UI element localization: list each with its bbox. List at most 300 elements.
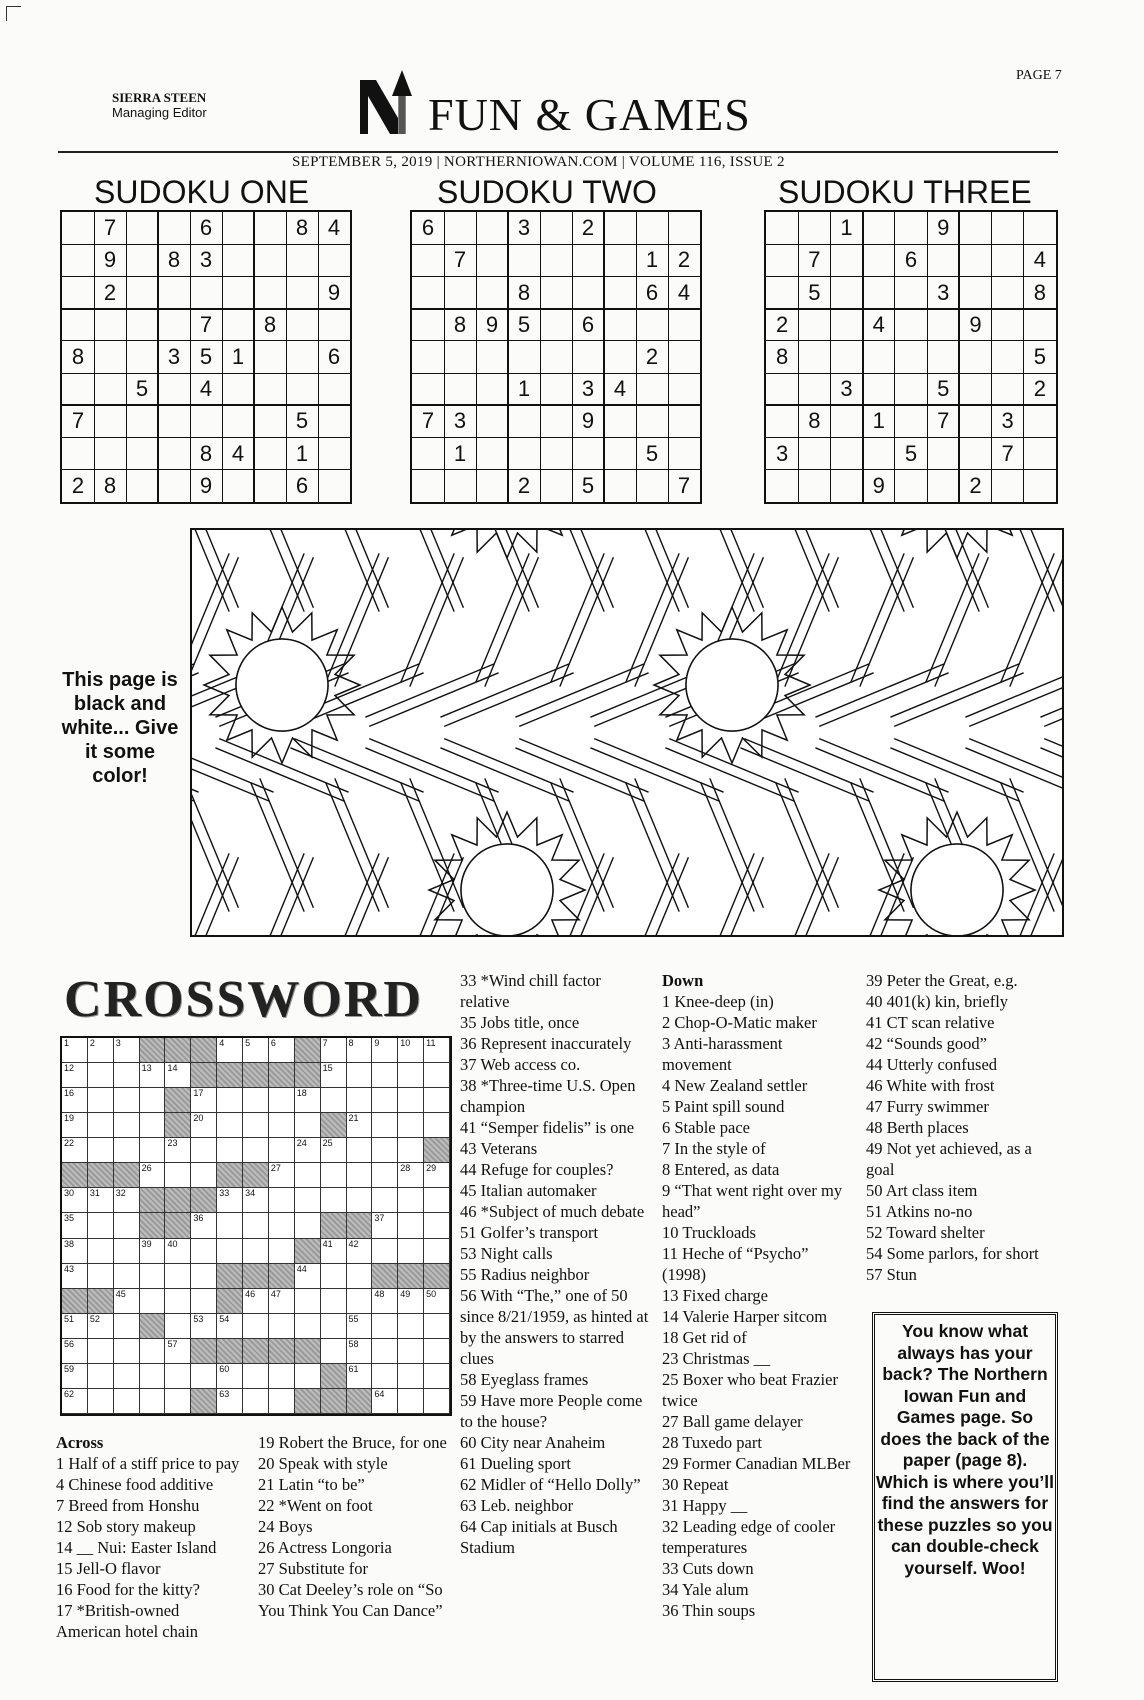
sudoku-cell[interactable] [927, 438, 959, 470]
crossword-cell[interactable] [114, 1264, 140, 1289]
crossword-cell[interactable] [114, 1038, 140, 1063]
sudoku-cell[interactable]: 5 [199, 343, 213, 369]
crossword-cell[interactable] [372, 1188, 398, 1213]
sudoku-cell[interactable] [540, 212, 572, 244]
crossword-cell[interactable] [321, 1138, 347, 1163]
sudoku-cell[interactable] [444, 341, 476, 373]
sudoku-cell[interactable] [412, 341, 444, 373]
sudoku-cell[interactable]: 6 [421, 215, 435, 241]
sudoku-cell[interactable] [444, 470, 476, 502]
crossword-cell[interactable] [62, 1138, 88, 1163]
sudoku-cell[interactable] [1024, 309, 1056, 341]
crossword-cell[interactable] [62, 1239, 88, 1264]
sudoku-cell[interactable]: 8 [808, 408, 821, 434]
sudoku-cell[interactable]: 3 [167, 343, 181, 369]
sudoku-cell[interactable] [254, 373, 286, 405]
crossword-cell[interactable] [347, 1339, 373, 1364]
sudoku-cell[interactable] [254, 212, 286, 244]
sudoku-cell[interactable] [992, 470, 1024, 502]
crossword-cell[interactable] [165, 1339, 191, 1364]
crossword-cell[interactable] [321, 1239, 347, 1264]
sudoku-cell[interactable] [540, 309, 572, 341]
sudoku-cell[interactable] [863, 244, 895, 276]
sudoku-cell[interactable] [604, 341, 636, 373]
sudoku-cell[interactable]: 9 [969, 311, 982, 337]
crossword-cell[interactable] [88, 1314, 114, 1339]
sudoku-cell[interactable]: 9 [199, 472, 213, 498]
sudoku-cell[interactable] [604, 212, 636, 244]
sudoku-cell[interactable] [668, 309, 700, 341]
sudoku-cell[interactable]: 1 [872, 408, 885, 434]
sudoku-cell[interactable] [476, 244, 508, 276]
crossword-cell[interactable] [424, 1389, 450, 1414]
crossword-cell[interactable] [243, 1364, 269, 1389]
sudoku-cell[interactable] [830, 405, 862, 437]
sudoku-cell[interactable] [412, 438, 444, 470]
sudoku-cell[interactable] [126, 405, 158, 437]
sudoku-cell[interactable] [540, 373, 572, 405]
sudoku-cell[interactable] [927, 341, 959, 373]
sudoku-cell[interactable] [668, 341, 700, 373]
sudoku-cell[interactable]: 8 [775, 343, 789, 369]
sudoku-cell[interactable]: 2 [103, 279, 117, 305]
crossword-cell[interactable] [321, 1088, 347, 1113]
sudoku-cell[interactable] [126, 276, 158, 308]
crossword-cell[interactable] [347, 1264, 373, 1289]
sudoku-cell[interactable] [895, 405, 927, 437]
crossword-cell[interactable] [114, 1239, 140, 1264]
crossword-cell[interactable] [269, 1163, 295, 1188]
crossword-cell[interactable] [372, 1088, 398, 1113]
crossword-cell[interactable] [165, 1364, 191, 1389]
sudoku-cell[interactable] [318, 470, 350, 502]
crossword-cell[interactable] [217, 1038, 243, 1063]
crossword-cell[interactable] [398, 1088, 424, 1113]
sudoku-cell[interactable] [62, 212, 94, 244]
sudoku-cell[interactable]: 1 [453, 440, 467, 466]
sudoku-cell[interactable] [798, 373, 830, 405]
crossword-cell[interactable] [165, 1289, 191, 1314]
crossword-cell[interactable] [191, 1289, 217, 1314]
sudoku-cell[interactable] [863, 212, 895, 244]
sudoku-cell[interactable] [62, 244, 94, 276]
crossword-cell[interactable] [424, 1038, 450, 1063]
crossword-cell[interactable] [424, 1113, 450, 1138]
sudoku-cell[interactable]: 7 [808, 247, 821, 273]
sudoku-cell[interactable] [668, 438, 700, 470]
crossword-cell[interactable] [372, 1239, 398, 1264]
crossword-cell[interactable] [372, 1163, 398, 1188]
sudoku-cell[interactable] [286, 373, 318, 405]
sudoku-cell[interactable] [286, 341, 318, 373]
sudoku-cell[interactable]: 4 [1033, 247, 1046, 273]
sudoku-cell[interactable] [286, 244, 318, 276]
crossword-cell[interactable] [321, 1339, 347, 1364]
sudoku-cell[interactable] [476, 405, 508, 437]
sudoku-cell[interactable] [318, 244, 350, 276]
sudoku-cell[interactable]: 3 [775, 440, 789, 466]
sudoku-cell[interactable] [222, 212, 254, 244]
crossword-cell[interactable] [217, 1213, 243, 1238]
sudoku-cell[interactable]: 5 [135, 376, 149, 402]
crossword-cell[interactable] [321, 1264, 347, 1289]
sudoku-cell[interactable] [863, 341, 895, 373]
crossword-cell[interactable] [114, 1188, 140, 1213]
crossword-cell[interactable] [269, 1088, 295, 1113]
sudoku-cell[interactable] [830, 438, 862, 470]
crossword-cell[interactable] [321, 1314, 347, 1339]
crossword-cell[interactable] [398, 1063, 424, 1088]
crossword-cell[interactable] [62, 1188, 88, 1213]
crossword-cell[interactable] [165, 1138, 191, 1163]
sudoku-cell[interactable] [604, 244, 636, 276]
sudoku-cell[interactable] [476, 373, 508, 405]
crossword-cell[interactable] [88, 1364, 114, 1389]
sudoku-cell[interactable] [254, 244, 286, 276]
crossword-cell[interactable] [398, 1364, 424, 1389]
sudoku-cell[interactable]: 4 [199, 376, 213, 402]
sudoku-cell[interactable] [318, 309, 350, 341]
crossword-cell[interactable] [269, 1138, 295, 1163]
crossword-cell[interactable] [295, 1113, 321, 1138]
crossword-cell[interactable] [347, 1038, 373, 1063]
sudoku-cell[interactable] [476, 341, 508, 373]
sudoku-cell[interactable] [766, 276, 798, 308]
crossword-cell[interactable] [140, 1339, 166, 1364]
sudoku-cell[interactable] [959, 212, 991, 244]
crossword-cell[interactable] [88, 1339, 114, 1364]
crossword-cell[interactable] [424, 1163, 450, 1188]
sudoku-cell[interactable] [766, 470, 798, 502]
crossword-cell[interactable] [321, 1188, 347, 1213]
sudoku-cell[interactable]: 4 [677, 279, 691, 305]
crossword-cell[interactable] [217, 1088, 243, 1113]
sudoku-cell[interactable] [636, 309, 668, 341]
crossword-cell[interactable] [114, 1063, 140, 1088]
sudoku-cell[interactable]: 2 [969, 472, 982, 498]
sudoku-cell[interactable] [126, 438, 158, 470]
crossword-cell[interactable] [424, 1088, 450, 1113]
sudoku-cell[interactable] [830, 470, 862, 502]
crossword-cell[interactable] [114, 1339, 140, 1364]
sudoku-cell[interactable]: 5 [1033, 343, 1046, 369]
sudoku-cell[interactable] [254, 405, 286, 437]
sudoku-cell[interactable] [254, 470, 286, 502]
crossword-cell[interactable] [62, 1213, 88, 1238]
sudoku-cell[interactable] [540, 438, 572, 470]
crossword-cell[interactable] [62, 1063, 88, 1088]
sudoku-cell[interactable]: 8 [263, 311, 277, 337]
crossword-cell[interactable] [191, 1364, 217, 1389]
sudoku-cell[interactable]: 4 [613, 376, 627, 402]
crossword-cell[interactable] [269, 1289, 295, 1314]
crossword-cell[interactable] [191, 1163, 217, 1188]
crossword-cell[interactable] [424, 1188, 450, 1213]
sudoku-cell[interactable] [766, 212, 798, 244]
sudoku-cell[interactable] [572, 341, 604, 373]
sudoku-cell[interactable]: 7 [937, 408, 950, 434]
sudoku-cell[interactable] [1024, 405, 1056, 437]
crossword-cell[interactable] [347, 1163, 373, 1188]
crossword-cell[interactable] [424, 1063, 450, 1088]
crossword-cell[interactable] [372, 1063, 398, 1088]
sudoku-cell[interactable]: 9 [872, 472, 885, 498]
crossword-cell[interactable] [165, 1314, 191, 1339]
sudoku-cell[interactable] [412, 244, 444, 276]
sudoku-cell[interactable]: 2 [517, 472, 531, 498]
crossword-cell[interactable] [269, 1113, 295, 1138]
crossword-cell[interactable] [269, 1364, 295, 1389]
sudoku-cell[interactable] [158, 309, 190, 341]
crossword-cell[interactable] [424, 1289, 450, 1314]
sudoku-cell[interactable]: 1 [295, 440, 309, 466]
sudoku-cell[interactable]: 2 [645, 343, 659, 369]
crossword-cell[interactable] [88, 1138, 114, 1163]
crossword-cell[interactable] [398, 1138, 424, 1163]
sudoku-cell[interactable]: 2 [581, 215, 595, 241]
sudoku-cell[interactable] [540, 244, 572, 276]
crossword-cell[interactable] [347, 1364, 373, 1389]
sudoku-cell[interactable] [798, 341, 830, 373]
crossword-cell[interactable] [398, 1213, 424, 1238]
sudoku-cell[interactable] [94, 373, 126, 405]
sudoku-cell[interactable]: 3 [1001, 408, 1014, 434]
sudoku-cell[interactable] [992, 309, 1024, 341]
sudoku-cell[interactable]: 5 [581, 472, 595, 498]
crossword-cell[interactable] [140, 1289, 166, 1314]
sudoku-cell[interactable] [158, 438, 190, 470]
sudoku-cell[interactable]: 3 [840, 376, 853, 402]
crossword-cell[interactable] [424, 1314, 450, 1339]
sudoku-cell[interactable] [62, 276, 94, 308]
sudoku-cell[interactable] [508, 341, 540, 373]
crossword-cell[interactable] [191, 1113, 217, 1138]
sudoku-cell[interactable]: 2 [677, 247, 691, 273]
sudoku-cell[interactable] [444, 373, 476, 405]
crossword-cell[interactable] [88, 1113, 114, 1138]
sudoku-cell[interactable] [126, 212, 158, 244]
crossword-cell[interactable] [347, 1113, 373, 1138]
crossword-cell[interactable] [269, 1038, 295, 1063]
sudoku-cell[interactable]: 4 [872, 311, 885, 337]
crossword-cell[interactable] [372, 1038, 398, 1063]
sudoku-cell[interactable] [992, 341, 1024, 373]
sudoku-cell[interactable]: 6 [295, 472, 309, 498]
crossword-cell[interactable] [217, 1389, 243, 1414]
sudoku-cell[interactable] [476, 438, 508, 470]
crossword-cell[interactable] [398, 1289, 424, 1314]
crossword-cell[interactable] [88, 1063, 114, 1088]
sudoku-cell[interactable] [992, 276, 1024, 308]
crossword-cell[interactable] [347, 1063, 373, 1088]
crossword-cell[interactable] [217, 1138, 243, 1163]
sudoku-cell[interactable] [895, 309, 927, 341]
sudoku-cell[interactable]: 4 [231, 440, 245, 466]
sudoku-cell[interactable] [895, 341, 927, 373]
crossword-cell[interactable] [191, 1213, 217, 1238]
sudoku-cell[interactable]: 7 [103, 215, 117, 241]
crossword-cell[interactable] [62, 1113, 88, 1138]
crossword-cell[interactable] [295, 1163, 321, 1188]
sudoku-cell[interactable] [126, 244, 158, 276]
crossword-cell[interactable] [269, 1239, 295, 1264]
crossword-cell[interactable] [140, 1088, 166, 1113]
sudoku-cell[interactable]: 6 [327, 343, 341, 369]
sudoku-cell[interactable] [959, 244, 991, 276]
sudoku-cell[interactable]: 5 [904, 440, 918, 466]
sudoku-cell[interactable]: 6 [645, 279, 659, 305]
sudoku-cell[interactable] [992, 244, 1024, 276]
sudoku-cell[interactable] [126, 341, 158, 373]
sudoku-cell[interactable] [798, 212, 830, 244]
crossword-cell[interactable] [165, 1389, 191, 1414]
sudoku-cell[interactable] [286, 309, 318, 341]
sudoku-cell[interactable] [572, 244, 604, 276]
sudoku-cell[interactable]: 3 [937, 279, 950, 305]
sudoku-cell[interactable]: 3 [199, 247, 213, 273]
sudoku-cell[interactable] [959, 373, 991, 405]
sudoku-cell[interactable] [412, 373, 444, 405]
sudoku-cell[interactable] [830, 244, 862, 276]
sudoku-cell[interactable] [318, 373, 350, 405]
sudoku-cell[interactable]: 7 [677, 472, 691, 498]
sudoku-cell[interactable] [254, 276, 286, 308]
sudoku-cell[interactable] [766, 373, 798, 405]
sudoku-cell[interactable] [992, 373, 1024, 405]
sudoku-cell[interactable] [158, 276, 190, 308]
sudoku-cell[interactable] [412, 470, 444, 502]
sudoku-cell[interactable] [604, 470, 636, 502]
sudoku-cell[interactable] [798, 438, 830, 470]
crossword-cell[interactable] [372, 1339, 398, 1364]
sudoku-cell[interactable]: 5 [645, 440, 659, 466]
sudoku-cell[interactable] [1024, 470, 1056, 502]
crossword-cell[interactable] [88, 1038, 114, 1063]
sudoku-cell[interactable] [508, 405, 540, 437]
sudoku-cell[interactable] [476, 212, 508, 244]
crossword-cell[interactable] [114, 1113, 140, 1138]
crossword-cell[interactable] [217, 1188, 243, 1213]
crossword-cell[interactable] [140, 1264, 166, 1289]
crossword-cell[interactable] [398, 1113, 424, 1138]
crossword-cell[interactable] [347, 1138, 373, 1163]
crossword-cell[interactable] [140, 1364, 166, 1389]
crossword-cell[interactable] [88, 1389, 114, 1414]
crossword-cell[interactable] [165, 1264, 191, 1289]
sudoku-cell[interactable] [766, 405, 798, 437]
sudoku-cell[interactable] [830, 309, 862, 341]
crossword-cell[interactable] [191, 1088, 217, 1113]
crossword-cell[interactable] [269, 1389, 295, 1414]
crossword-cell[interactable] [217, 1314, 243, 1339]
sudoku-cell[interactable] [444, 212, 476, 244]
sudoku-cell[interactable]: 1 [645, 247, 659, 273]
sudoku-cell[interactable]: 9 [485, 311, 499, 337]
crossword-cell[interactable] [62, 1088, 88, 1113]
crossword-cell[interactable] [165, 1063, 191, 1088]
crossword-cell[interactable] [295, 1364, 321, 1389]
crossword-cell[interactable] [88, 1088, 114, 1113]
crossword-cell[interactable] [295, 1289, 321, 1314]
crossword-cell[interactable] [372, 1289, 398, 1314]
sudoku-cell[interactable] [668, 373, 700, 405]
sudoku-cell[interactable] [895, 276, 927, 308]
sudoku-cell[interactable] [62, 309, 94, 341]
crossword-cell[interactable] [347, 1314, 373, 1339]
sudoku-cell[interactable] [286, 276, 318, 308]
sudoku-cell[interactable]: 7 [71, 408, 85, 434]
sudoku-cell[interactable]: 6 [581, 311, 595, 337]
crossword-cell[interactable] [243, 1088, 269, 1113]
crossword-cell[interactable] [347, 1239, 373, 1264]
sudoku-cell[interactable] [636, 405, 668, 437]
crossword-cell[interactable] [62, 1389, 88, 1414]
sudoku-cell[interactable] [540, 405, 572, 437]
crossword-cell[interactable] [269, 1314, 295, 1339]
crossword-cell[interactable] [62, 1364, 88, 1389]
sudoku-cell[interactable]: 9 [327, 279, 341, 305]
crossword-cell[interactable] [398, 1038, 424, 1063]
sudoku-cell[interactable]: 9 [581, 408, 595, 434]
sudoku-cell[interactable] [572, 276, 604, 308]
sudoku-cell[interactable]: 1 [840, 215, 853, 241]
sudoku-cell[interactable] [126, 470, 158, 502]
crossword-cell[interactable] [424, 1339, 450, 1364]
sudoku-cell[interactable]: 5 [295, 408, 309, 434]
crossword-cell[interactable] [165, 1163, 191, 1188]
crossword-cell[interactable] [88, 1213, 114, 1238]
sudoku-cell[interactable]: 4 [327, 215, 341, 241]
crossword-cell[interactable] [295, 1314, 321, 1339]
sudoku-cell[interactable] [766, 244, 798, 276]
sudoku-cell[interactable] [222, 244, 254, 276]
crossword-cell[interactable] [398, 1314, 424, 1339]
crossword-cell[interactable] [321, 1063, 347, 1088]
crossword-cell[interactable] [347, 1088, 373, 1113]
crossword-cell[interactable] [114, 1138, 140, 1163]
crossword-cell[interactable] [398, 1163, 424, 1188]
sudoku-cell[interactable]: 8 [167, 247, 181, 273]
crossword-cell[interactable] [347, 1188, 373, 1213]
crossword-cell[interactable] [372, 1213, 398, 1238]
sudoku-cell[interactable] [1024, 212, 1056, 244]
crossword-cell[interactable] [398, 1389, 424, 1414]
sudoku-cell[interactable]: 3 [453, 408, 467, 434]
sudoku-cell[interactable] [927, 244, 959, 276]
sudoku-cell[interactable] [318, 405, 350, 437]
sudoku-cell[interactable] [668, 405, 700, 437]
sudoku-cell[interactable] [830, 341, 862, 373]
sudoku-cell[interactable] [959, 341, 991, 373]
crossword-cell[interactable] [191, 1239, 217, 1264]
sudoku-cell[interactable]: 8 [453, 311, 467, 337]
sudoku-cell[interactable] [126, 309, 158, 341]
crossword-cell[interactable] [269, 1188, 295, 1213]
sudoku-cell[interactable]: 7 [453, 247, 467, 273]
sudoku-cell[interactable] [604, 276, 636, 308]
crossword-cell[interactable] [269, 1213, 295, 1238]
sudoku-cell[interactable] [927, 309, 959, 341]
sudoku-cell[interactable] [604, 405, 636, 437]
sudoku-cell[interactable]: 3 [581, 376, 595, 402]
sudoku-cell[interactable]: 8 [199, 440, 213, 466]
sudoku-cell[interactable] [254, 341, 286, 373]
crossword-cell[interactable] [295, 1264, 321, 1289]
sudoku-cell[interactable]: 6 [199, 215, 213, 241]
crossword-cell[interactable] [243, 1389, 269, 1414]
sudoku-cell[interactable] [540, 470, 572, 502]
sudoku-cell[interactable] [863, 276, 895, 308]
